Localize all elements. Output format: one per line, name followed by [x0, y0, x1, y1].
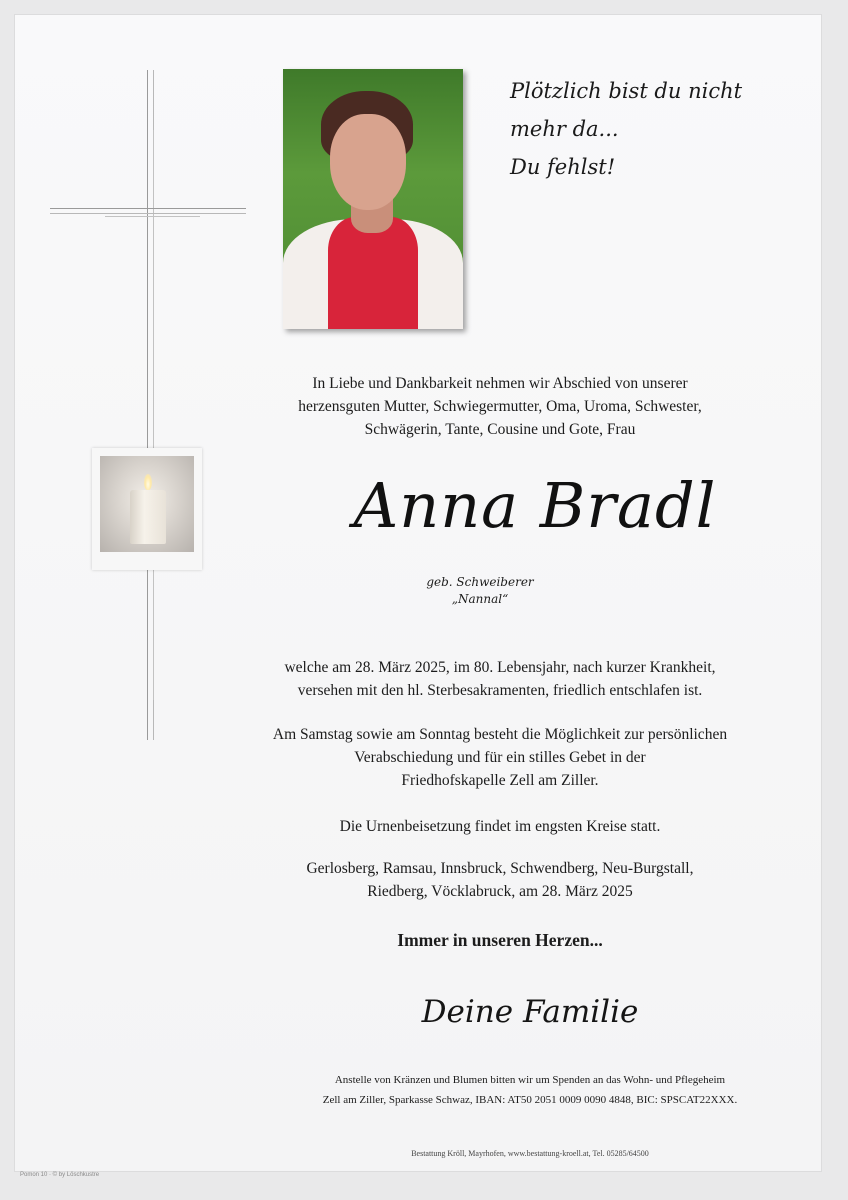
- memorial-quote: [510, 72, 800, 186]
- death-notice: [220, 656, 780, 702]
- corner-code: Pomon 10 · © by Löschkustre: [20, 1172, 100, 1178]
- heart-line: Immer in unseren Herzen...: [397, 930, 603, 950]
- burial-text: Die Urnenbeisetzung findet im engsten Kreise statt.: [339, 818, 661, 835]
- intro-line-3: Schwägerin, Tante, Cousine und Gote, Frau: [364, 421, 636, 438]
- portrait-photo: [283, 69, 463, 329]
- quote-line-2: Du fehlst!: [510, 155, 616, 179]
- quote-line-1: Plötzlich bist du nicht mehr da...: [510, 79, 743, 141]
- deceased-name: Anna Bradl: [353, 469, 717, 542]
- maiden-line-1: geb. Schweiberer: [426, 575, 534, 589]
- farewell-line-1: Am Samstag sowie am Sonntag besteht die Möglichkeit zur persönlichen: [272, 726, 728, 743]
- farewell-text: [220, 723, 780, 792]
- donation-note: [220, 1070, 840, 1110]
- maiden-line-2: „Nannal“: [451, 592, 509, 606]
- places-date: [220, 857, 780, 903]
- intro-line-2: herzensguten Mutter, Schwiegermutter, Oma, Uroma, Schwester,: [298, 398, 702, 415]
- farewell-line-2: Verabschiedung und für ein stilles Gebet in der: [354, 749, 646, 766]
- intro-line-1: In Liebe und Dankbarkeit nehmen wir Abschied von unserer: [312, 375, 688, 392]
- family-signature: Deine Familie: [421, 994, 639, 1030]
- donation-line-2: Zell am Ziller, Sparkasse Schwaz, IBAN: AT50 2051 0009 0090 4848, BIC: SPSCAT22XXX.: [322, 1094, 738, 1106]
- places-line-2: Riedberg, Vöcklabruck, am 28. März 2025: [367, 883, 633, 900]
- places-line-1: Gerlosberg, Ramsau, Innsbruck, Schwendberg, Neu-Burgstall,: [306, 860, 694, 877]
- death-notice-line-2: versehen mit den hl. Sterbesakramenten, friedlich entschlafen ist.: [297, 682, 703, 699]
- undertaker-footer: Bestattung Kröll, Mayrhofen, www.bestattung-kroell.at, Tel. 05285/64500: [411, 1149, 649, 1158]
- donation-line-1: Anstelle von Kränzen und Blumen bitten wir um Spenden an das Wohn- und Pflegeheim: [334, 1074, 726, 1086]
- intro-text: [220, 372, 780, 441]
- death-notice-line-1: welche am 28. März 2025, im 80. Lebensjahr, nach kurzer Krankheit,: [284, 659, 716, 676]
- maiden-name: [380, 574, 580, 608]
- farewell-line-3: Friedhofskapelle Zell am Ziller.: [401, 772, 599, 789]
- candle-icon: [92, 448, 202, 570]
